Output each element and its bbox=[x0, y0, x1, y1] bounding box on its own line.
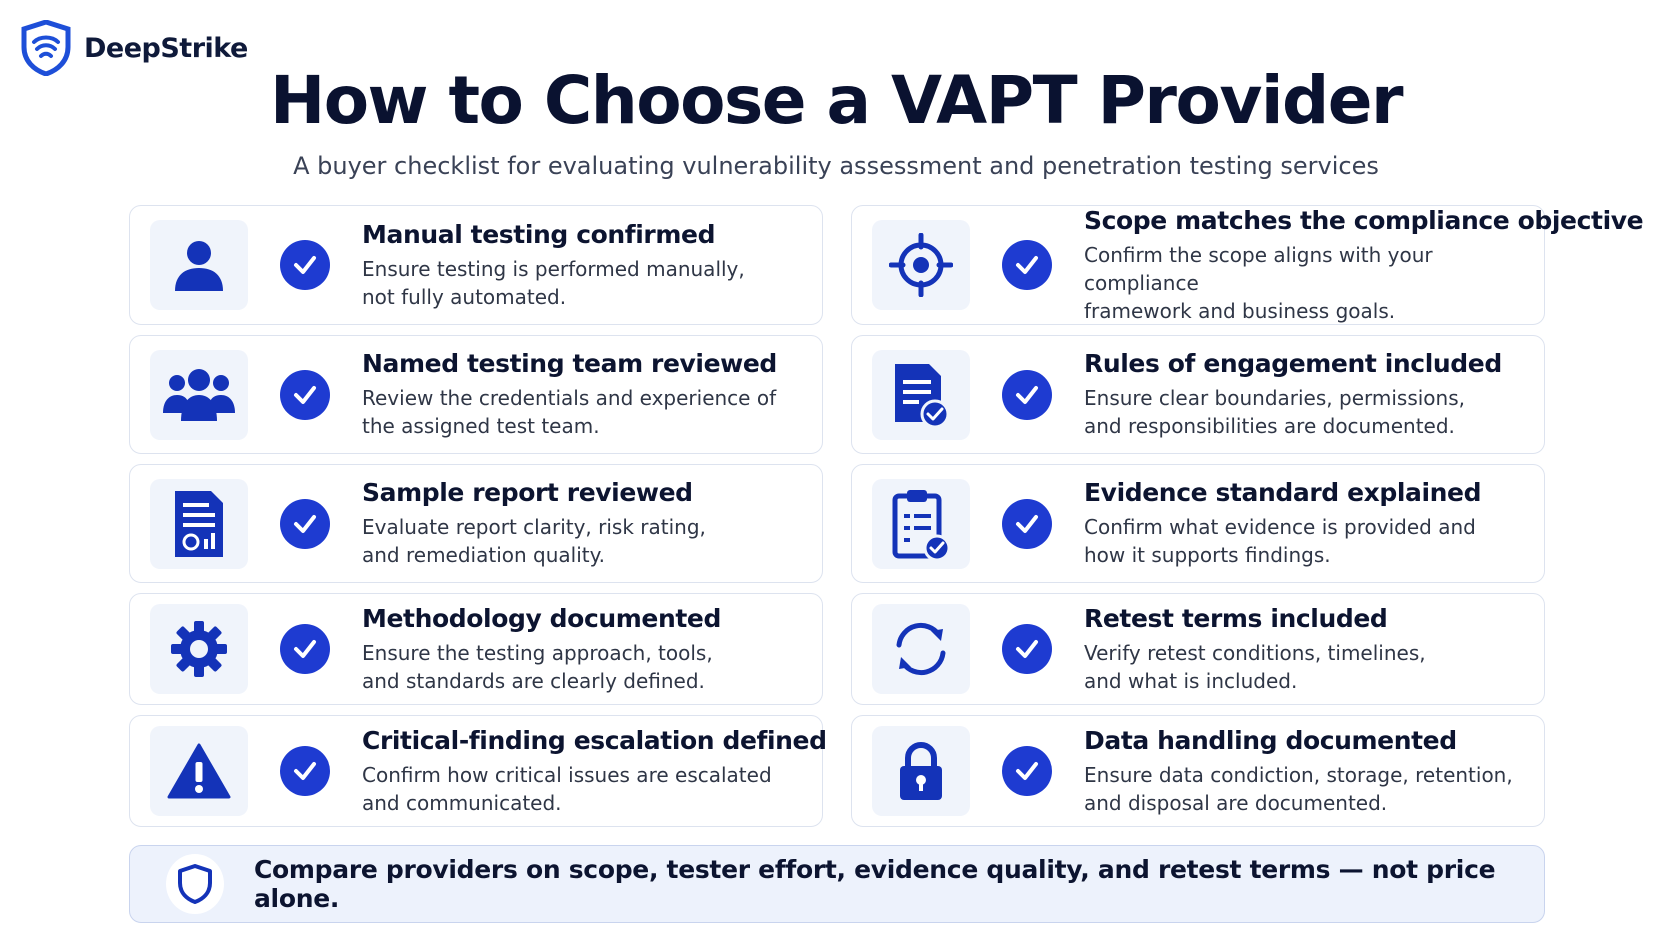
checkmark-icon bbox=[1002, 746, 1052, 796]
warning-icon bbox=[167, 742, 231, 800]
summary-banner bbox=[129, 845, 1545, 923]
document-check-icon bbox=[891, 360, 951, 430]
brand-name: DeepStrike bbox=[84, 32, 248, 64]
card-description: Ensure testing is performed manually, not fully automated. bbox=[362, 256, 745, 309]
checkmark-icon bbox=[1002, 499, 1052, 549]
checkmark-icon bbox=[1002, 370, 1052, 420]
gear-icon bbox=[169, 619, 229, 679]
card-title: Scope matches the compliance objective bbox=[1084, 205, 1644, 235]
checkmark-icon bbox=[280, 240, 330, 290]
team-icon bbox=[163, 367, 235, 423]
checklist-card bbox=[851, 205, 1644, 325]
card-title: Rules of engagement included bbox=[1084, 349, 1502, 378]
card-description: Evaluate report clarity, risk rating, and remediation quality. bbox=[362, 515, 706, 567]
checklist-card bbox=[129, 715, 827, 827]
icon-tile bbox=[872, 220, 970, 310]
clipboard-check-icon bbox=[891, 486, 951, 562]
shield-icon bbox=[166, 854, 224, 914]
card-description: Confirm what evidence is provided and how it supports findings. bbox=[1084, 515, 1476, 567]
report-icon bbox=[173, 489, 225, 559]
card-title: Manual testing confirmed bbox=[362, 219, 716, 249]
card-description: Confirm the scope aligns with your compliance framework and business goals. bbox=[1084, 242, 1433, 323]
card-description: Confirm how critical issues are escalated and communicated. bbox=[362, 762, 772, 815]
card-description: Ensure the testing approach, tools, and standards are clearly defined. bbox=[362, 640, 713, 693]
checklist-card bbox=[851, 335, 1545, 454]
card-description: Ensure data condiction, storage, retention, and disposal are documented. bbox=[1084, 762, 1513, 815]
refresh-icon bbox=[889, 617, 953, 681]
page-title: How to Choose a VAPT Provider bbox=[269, 62, 1403, 139]
checklist-card bbox=[851, 715, 1545, 827]
icon-tile bbox=[150, 350, 248, 440]
checklist-card bbox=[129, 593, 823, 705]
checkmark-icon bbox=[1002, 624, 1052, 674]
icon-tile bbox=[872, 350, 970, 440]
card-title: Methodology documented bbox=[362, 603, 721, 633]
checkmark-icon bbox=[280, 746, 330, 796]
checkmark-icon bbox=[1002, 240, 1052, 290]
icon-tile bbox=[872, 479, 970, 569]
card-description: Review the credentials and experience of the assigned test team. bbox=[362, 386, 777, 438]
card-title: Critical-finding escalation defined bbox=[362, 725, 827, 755]
card-title: Evidence standard explained bbox=[1084, 478, 1482, 507]
card-description: Verify retest conditions, timelines, and what is included. bbox=[1084, 640, 1426, 693]
banner-text: Compare providers on scope, tester effort, evidence quality, and retest terms — not price alone. bbox=[253, 855, 1496, 913]
checkmark-icon bbox=[280, 624, 330, 674]
checkmark-icon bbox=[280, 499, 330, 549]
icon-tile bbox=[872, 604, 970, 694]
icon-tile bbox=[150, 220, 248, 310]
checklist-card bbox=[851, 464, 1545, 583]
card-title: Retest terms included bbox=[1084, 603, 1388, 633]
page-subtitle: A buyer checklist for evaluating vulnerability assessment and penetration testing services bbox=[293, 152, 1379, 180]
card-description: Ensure clear boundaries, permissions, and responsibilities are documented. bbox=[1084, 386, 1465, 438]
checkmark-icon bbox=[280, 370, 330, 420]
checklist-card bbox=[851, 593, 1545, 705]
icon-tile bbox=[150, 604, 248, 694]
icon-tile bbox=[150, 726, 248, 816]
checklist-card bbox=[129, 464, 823, 583]
checklist-grid bbox=[129, 205, 1644, 827]
person-icon bbox=[171, 237, 227, 293]
card-title: Sample report reviewed bbox=[362, 478, 693, 507]
checklist-card bbox=[129, 335, 823, 454]
card-title: Data handling documented bbox=[1084, 725, 1457, 755]
lock-icon bbox=[896, 740, 946, 802]
checklist-card bbox=[129, 205, 823, 325]
icon-tile bbox=[872, 726, 970, 816]
icon-tile bbox=[150, 479, 248, 569]
crosshair-icon bbox=[889, 233, 953, 297]
card-title: Named testing team reviewed bbox=[362, 349, 777, 378]
